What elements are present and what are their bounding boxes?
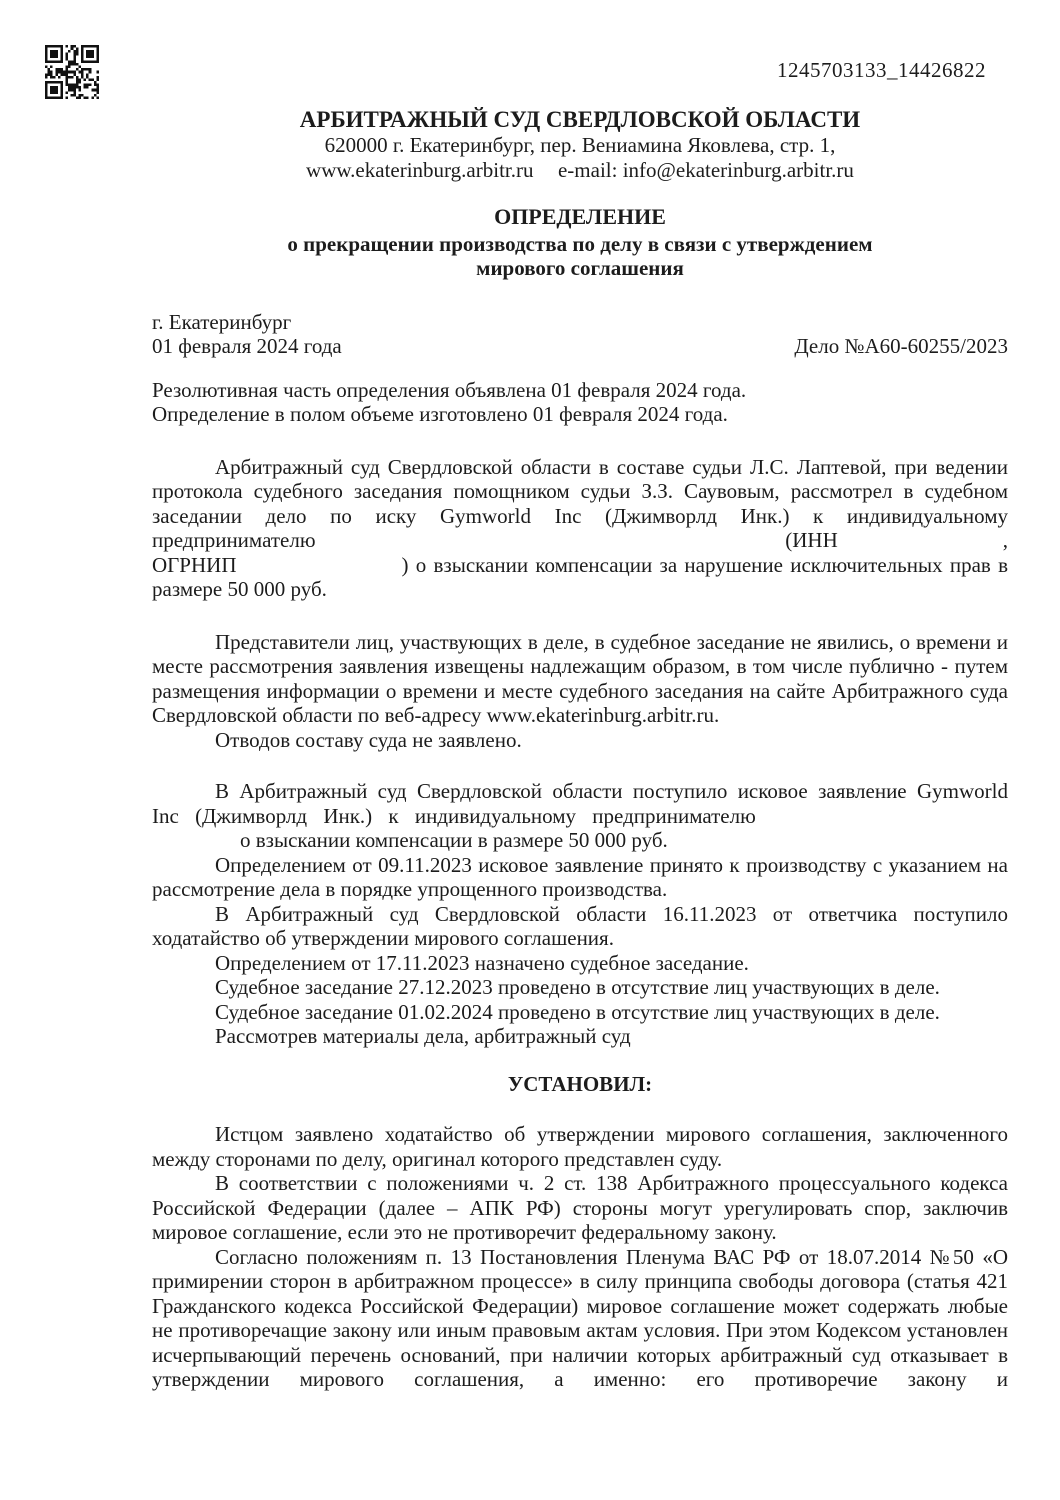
qr-code-icon	[45, 45, 99, 99]
decision-date: 01 февраля 2024 года	[152, 334, 342, 358]
proceedings-block	[152, 779, 1008, 1049]
motion-paragraph: В Арбитражный суд Свердловской области 16.11.2023 от ответчика поступило ходатайство об утверждении мирового соглашения.	[152, 901, 1008, 950]
determination-subtitle-line2: мирового соглашения	[476, 256, 684, 280]
established-heading: УСТАНОВИЛ:	[507, 1071, 653, 1096]
representatives-block	[152, 630, 1008, 753]
intro-line-5	[152, 553, 1008, 578]
claim-line-3: о взыскании компенсации в размере 50 000 руб.	[240, 828, 668, 852]
claim-line-1: В Арбитражный суд Свердловской области поступило исковое заявление Gymworld	[215, 779, 1008, 803]
intro-claim-text: ) о взыскании компенсации за нарушение исключительных прав в	[401, 552, 1008, 577]
determination-subtitle-line1: о прекращении производства по делу в связи с утверждением	[287, 231, 873, 256]
accepted-paragraph: Определением от 09.11.2023 исковое заявление принято к производству с указанием на рассмотрение дела в порядке упрощенного производства.	[152, 852, 1008, 901]
claim-line-2: Inc (Джимворлд Инк.) к индивидуальному предпринимателю	[152, 803, 756, 828]
resolutive-block	[152, 378, 1008, 427]
intro-paragraph	[152, 455, 1008, 602]
intro-comma: ,	[1002, 528, 1008, 552]
case-number: Дело №А60-60255/2023	[794, 334, 1008, 358]
court-website: www.ekaterinburg.arbitr.ru	[306, 157, 534, 182]
document-content	[152, 106, 1008, 1392]
court-contacts	[152, 158, 1008, 183]
court-email: e-mail: info@ekaterinburg.arbitr.ru	[557, 157, 854, 182]
intro-line-6: размере 50 000 руб.	[152, 577, 327, 601]
representatives-paragraph: Представители лиц, участвующих в деле, в судебное заседание не явились, о времени и месте рассмотрения заявления извещены надлежащим образом, в том числе публично - путем размещения информации о времени и месте судебного заседания на сайте Арбитражного суда Свердловской области по веб-адресу www.ekaterinburg.arbitr.ru.	[152, 629, 1008, 727]
intro-ogrnip-label: ОГРНИП	[152, 552, 237, 577]
established-paragraph-2: В соответствии с положениями ч. 2 ст. 138 Арбитражного процессуального кодекса Российской Федерации (далее – АПК РФ) стороны могут урегулировать спор, заключив мировое соглашение, если это не противоречит федеральному закону.	[152, 1171, 1008, 1244]
reviewed-line: Рассмотрев материалы дела, арбитражный суд	[215, 1024, 631, 1048]
resolutive-part-line: Резолютивная часть определения объявлена 01 февраля 2024 года.	[152, 377, 747, 402]
hearing-line-1: Судебное заседание 27.12.2023 проведено в отсутствие лиц участвующих в деле.	[215, 975, 940, 999]
determination-heading: ОПРЕДЕЛЕНИЕ	[494, 204, 666, 229]
intro-entrepreneur-label: предпринимателю	[152, 528, 316, 552]
court-name: АРБИТРАЖНЫЙ СУД СВЕРДЛОВСКОЙ ОБЛАСТИ	[299, 107, 861, 132]
intro-line-2: протокола судебного заседания помощником судьи З.З. Саувовым, рассмотрел в судебном	[152, 479, 1008, 503]
hearing-scheduled-line: Определением от 17.11.2023 назначено судебное заседание.	[215, 950, 749, 975]
established-paragraph-1: Истцом заявлено ходатайство об утверждении мирового соглашения, заключенного между сторонами по делу, оригинал которого представлен суду.	[152, 1122, 1008, 1171]
court-address: 620000 г. Екатеринбург, пер. Вениамина Яковлева, стр. 1,	[324, 133, 836, 157]
intro-line-4	[152, 528, 1008, 553]
no-recusals-line: Отводов составу суда не заявлено.	[215, 727, 522, 752]
date-case-row	[152, 334, 1008, 359]
intro-line-3: заседании дело по иску Gymworld Inc (Джимворлд Инк.) к индивидуальному	[152, 503, 1008, 528]
city-line: г. Екатеринбург	[152, 309, 292, 334]
established-paragraph-3: Согласно положениям п. 13 Постановления Пленума ВАС РФ от 18.07.2014 №50 «О примирении сторон в арбитражном процессе» в силу принципа свободы договора (статья 421 Гражданского кодекса Российской Федерации) мировое соглашение может содержать любые не противоречащие закону или иным правовым актам условия. При этом Кодексом установлен исчерпывающий перечень оснований, при наличии которых арбитражный суд отказывает в утверждении мирового соглашения, а именно: его противоречие закону и	[152, 1244, 1008, 1391]
intro-inn-label: (ИНН	[785, 528, 838, 552]
document-number: 1245703133_14426822	[777, 58, 986, 82]
full-volume-line: Определение в полом объеме изготовлено 01 февраля 2024 года.	[152, 402, 728, 426]
intro-line-1: Арбитражный суд Свердловской области в составе судьи Л.С. Лаптевой, при ведении	[215, 454, 1008, 479]
hearing-line-2: Судебное заседание 01.02.2024 проведено в отсутствие лиц участвующих в деле.	[215, 999, 940, 1024]
